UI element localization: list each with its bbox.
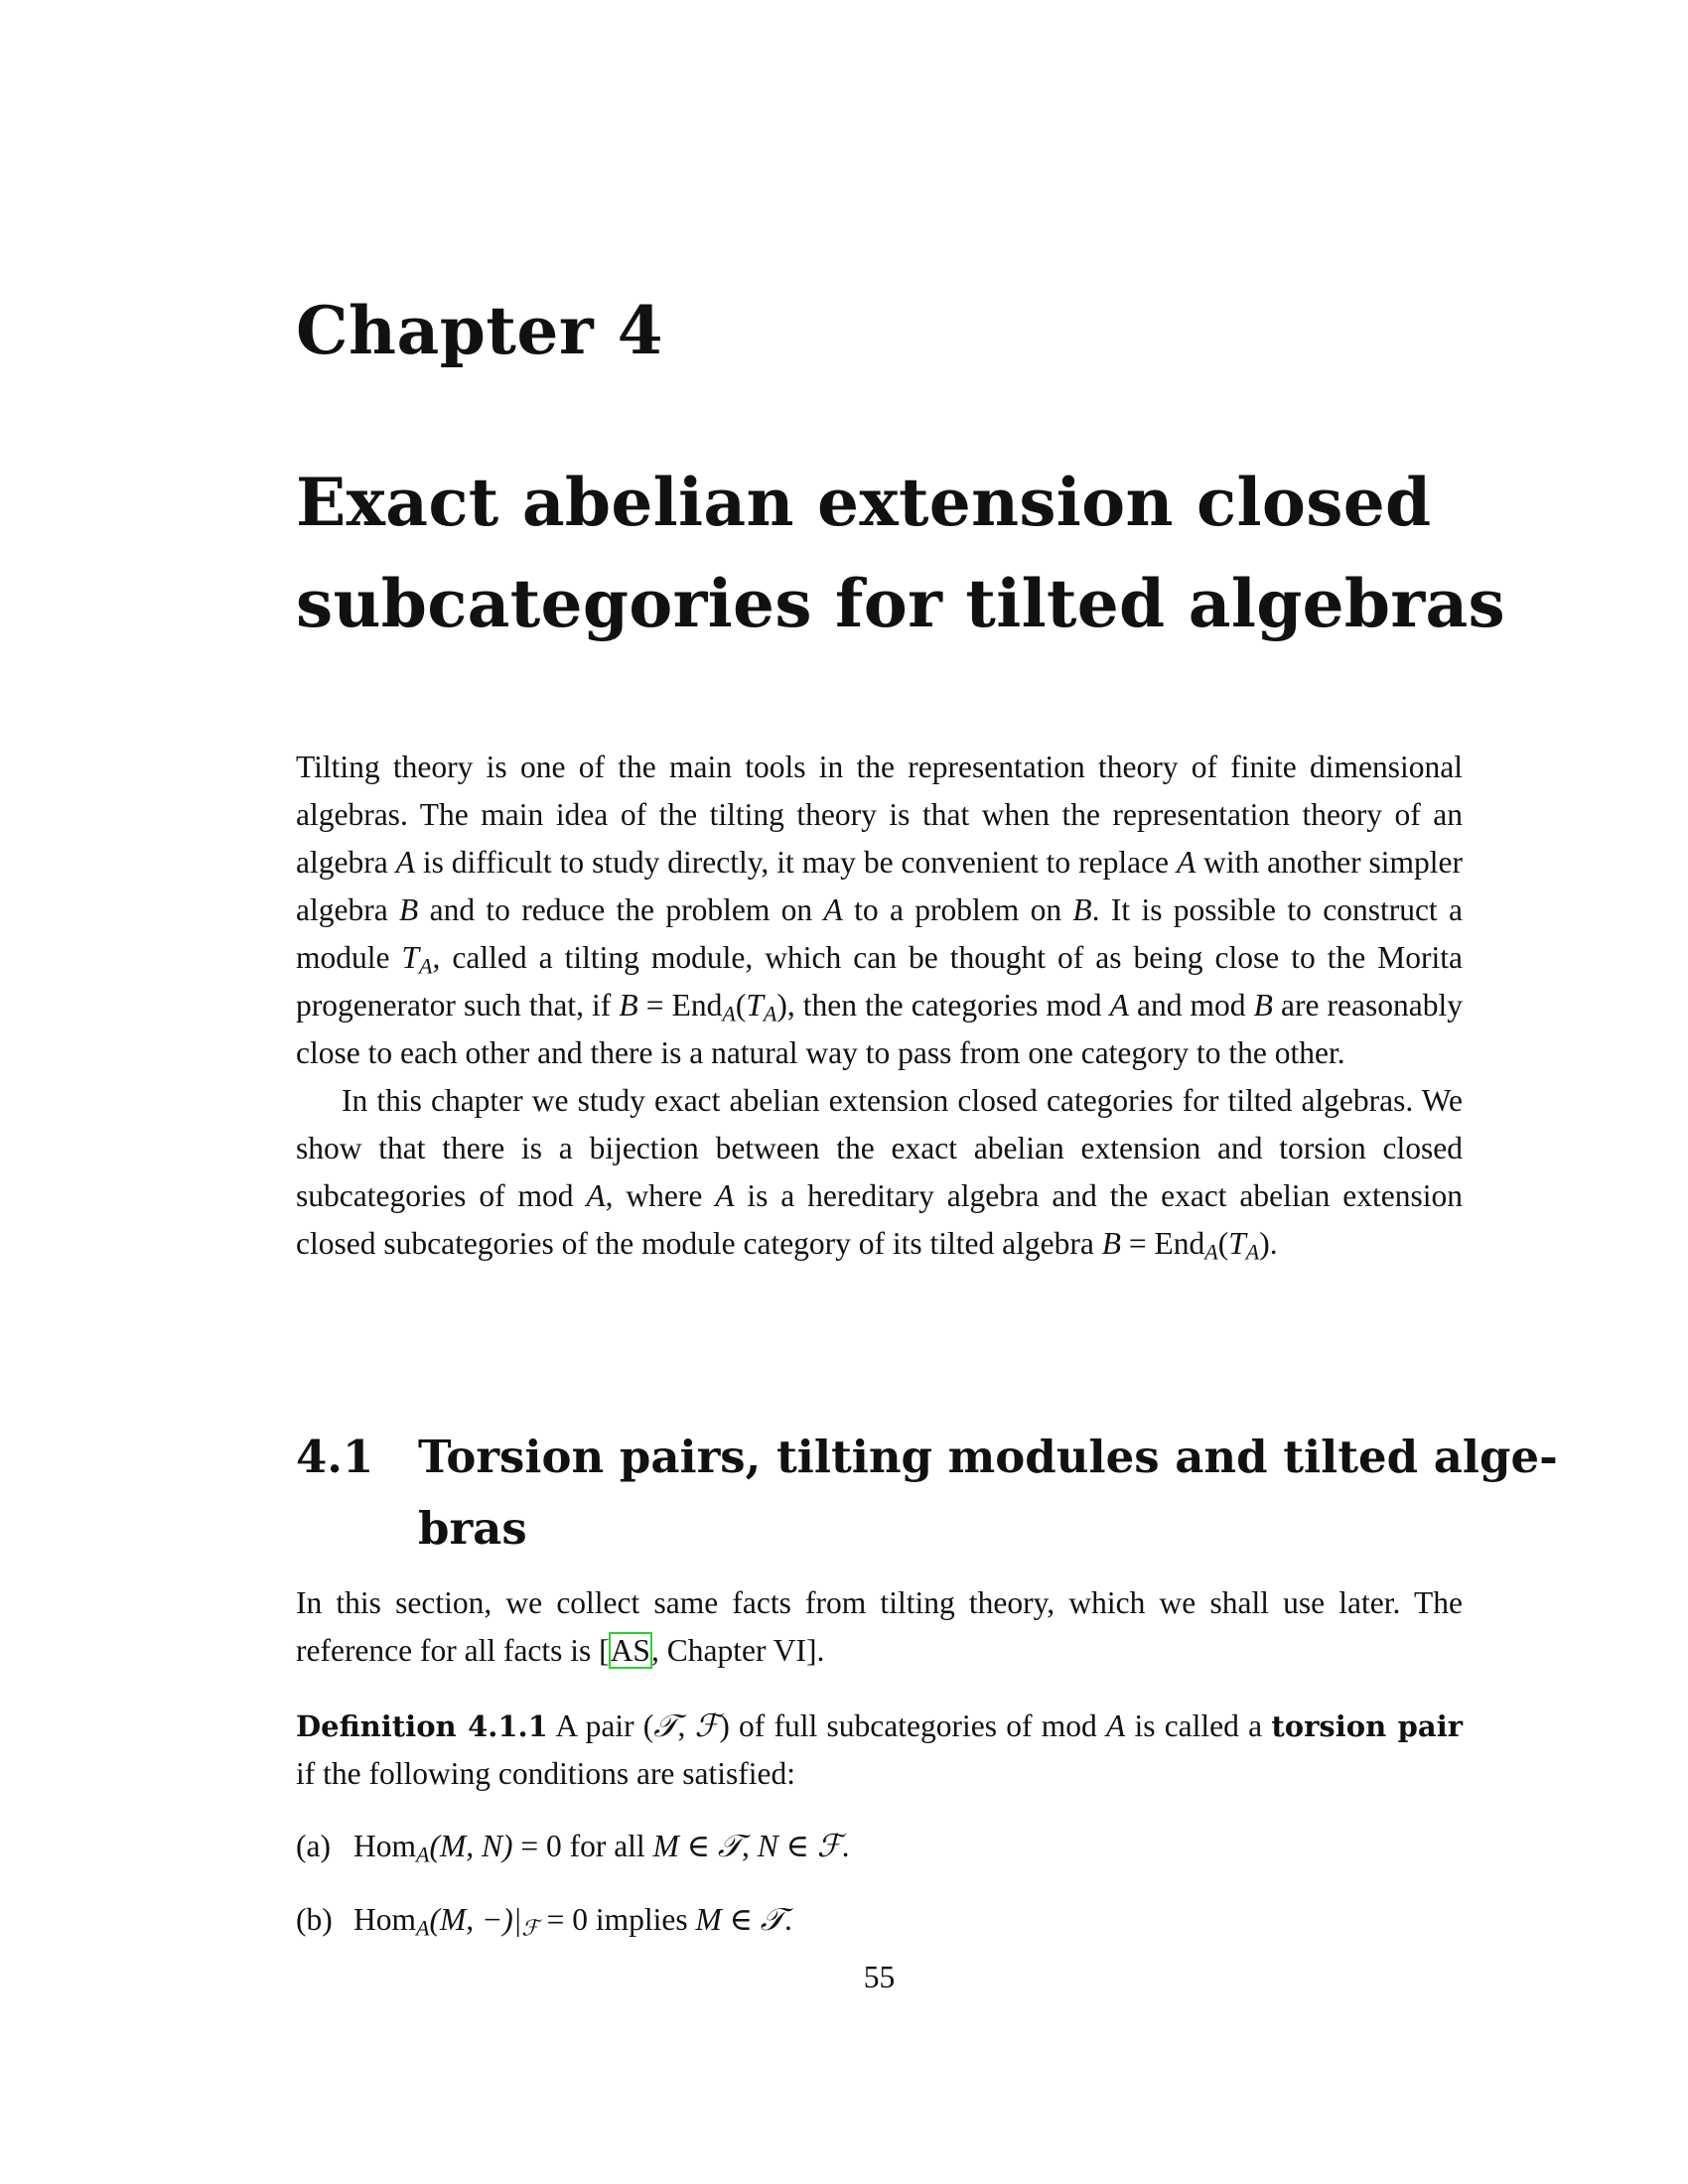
- chapter-title-line-2: subcategories for tilted algebras: [296, 565, 1505, 642]
- chapter-label: Chapter 4: [296, 292, 664, 369]
- section-introduction: [296, 1579, 1463, 1675]
- section-title-line-2: bras: [418, 1502, 527, 1555]
- section-intro-paragraph: In this section, we collect same facts from tilting theory, which we shall use later. The reference for all facts is [AS, Chapter VI].: [296, 1585, 1463, 1668]
- condition-b: (b) Hom$_A$(M, $-)|_ℱ = 0$ implies M ∈ 𝒯.: [296, 1896, 1463, 1944]
- condition-a: (a) Hom$_A$(M, N) = 0 for all M ∈ 𝒯, N ∈ ℱ.: [296, 1823, 1463, 1870]
- chapter-title-line-1: Exact abelian extension closed: [296, 464, 1432, 541]
- section-title-line-1: Torsion pairs, tilting modules and tilted alge-: [418, 1431, 1558, 1483]
- definition-label: Definition 4.1.1: [296, 1709, 548, 1743]
- definition-4-1-1: [296, 1703, 1463, 1798]
- condition-a-label: (a): [296, 1829, 331, 1863]
- intro-paragraph-1: Tilting theory is one of the main tools in the representation theory of finite dimensional algebras. The main idea of the tilting theory is that when the representation theory of an algebra A is difficult to study directly, it may be convenient to replace A with another simpler algebra B and to reduce the problem on A to a problem on B. It is possible to construct a module $T_A$, called a tilting module, which can be thought of as being close to the Morita progenerator such that, if $B = End_A(T_A)$, then the categories mod A and mod B are reasonably close to each other and there is a natural way to pass from one category to the other.: [296, 750, 1463, 1070]
- section-title: [418, 1422, 1558, 1565]
- definition-term: torsion pair: [1271, 1709, 1463, 1743]
- section-number: 4.1: [296, 1431, 374, 1483]
- page-number: 55: [863, 1960, 896, 1994]
- definition-text: Definition 4.1.1 A pair (𝒯, ℱ) of full subcategories of mod A is called a torsion pair if the following conditions are satisfied:: [296, 1708, 1463, 1791]
- intro-paragraph-2: In this chapter we study exact abelian extension closed categories for tilted algebras. We show that there is a bijection between the exact abelian extension and torsion closed subcategories of mod A, where A is a hereditary algebra and the exact abelian extension closed subcategories of the module category of its tilted algebra $B = End_A(T_A)$.: [296, 1083, 1463, 1265]
- condition-b-label: (b): [296, 1902, 333, 1937]
- page: [296, 0, 1558, 2184]
- chapter-title: [296, 452, 1505, 654]
- citation-link-AS[interactable]: AS: [610, 1633, 650, 1668]
- chapter-introduction: [296, 744, 1463, 1268]
